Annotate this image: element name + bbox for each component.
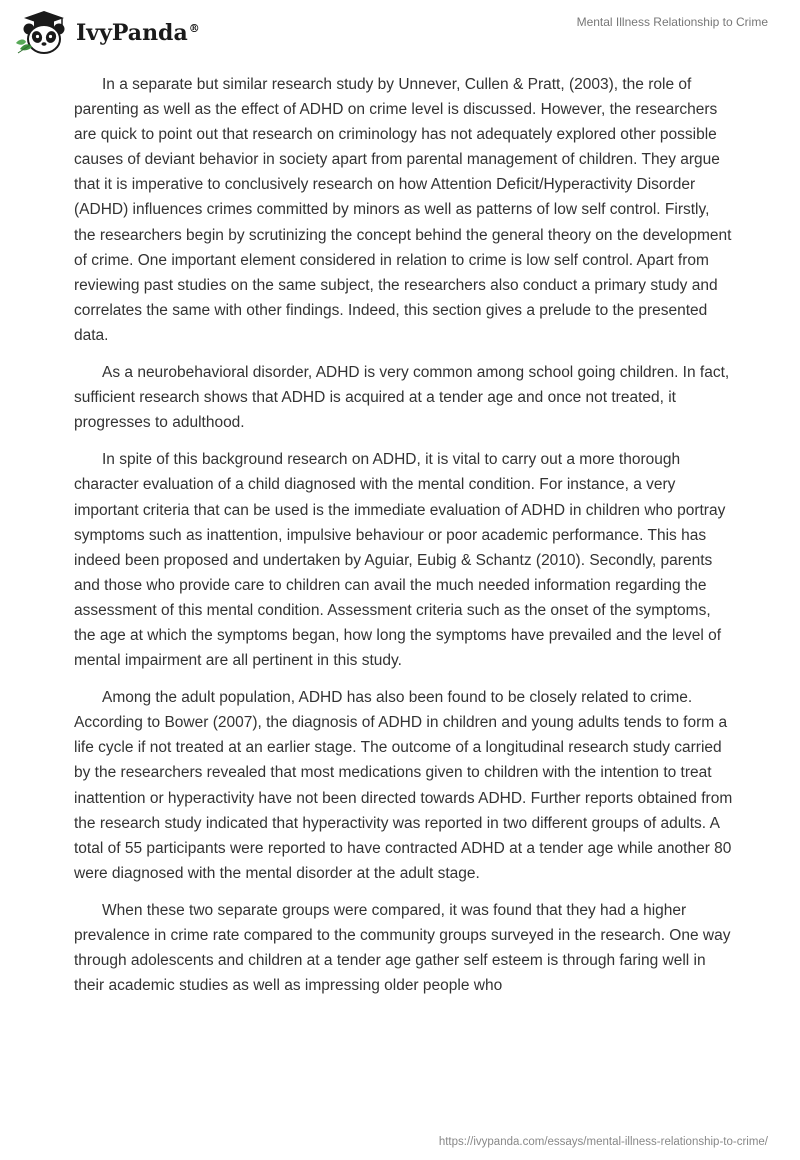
brand-name: IvyPanda®	[76, 20, 200, 46]
paragraph-3: In spite of this background research on ADHD, it is vital to carry out a more thorough character evaluation of a child diagnosed with the mental condition. For instance, a very important criteria that can be used is the immediate evaluation of ADHD in children who portray symptoms such as inattention, impulsive behaviour or poor academic performance. This has indeed been proposed and undertaken by Aguiar, Eubig & Schantz (2010). Secondly, parents and those who provide care to children can avail the much needed information regarding the assessment of this mental condition. Assessment criteria such as the onset of the symptoms, the age at which the symptoms began, how long the symptoms have prevailed and the level of mental impairment are all pertinent in this study.	[74, 451, 726, 670]
running-title: Mental Illness Relationship to Crime	[576, 15, 768, 29]
panda-graduate-icon	[14, 9, 70, 57]
paragraph-2: As a neurobehavioral disorder, ADHD is very common among school going children. In fact, sufficient research shows that ADHD is acquired at a tender age and once not treated, it progresses to adulthood.	[74, 364, 730, 432]
source-url-link[interactable]: https://ivypanda.com/essays/mental-illness-relationship-to-crime/	[438, 1136, 768, 1148]
ivypanda-logo[interactable]	[14, 9, 200, 57]
paragraph-4: Among the adult population, ADHD has also been found to be closely related to crime. According to Bower (2007), the diagnosis of ADHD in children and young adults tends to form a life cycle if not treated at an earlier stage. The outcome of a longitudinal research study carried by the researchers revealed that most medications given to children with the intention to treat inattention or hyperactivity have not been directed towards ADHD. Further reports obtained from the research study indicated that hyperactivity was reported in two different groups of adults. A total of 55 participants were reported to have contracted ADHD at a tender age while another 80 were diagnosed with the mental disorder at the adult stage.	[74, 689, 733, 882]
paragraph-5: When these two separate groups were compared, it was found that they had a higher prevalence in crime rate compared to the community groups surveyed in the research. One way through adolescents and children at a tender age gather self esteem is through faring well in their academic studies as well as impressing older people who	[74, 901, 731, 995]
page-header	[0, 0, 800, 60]
registered-mark: ®	[188, 21, 200, 35]
paragraph-1: In a separate but similar research study by Unnever, Cullen & Pratt, (2003), the role of parenting as well as the effect of ADHD on crime level is discussed. However, the researchers are quick to point out that research on criminology has not adequately explored other possible causes of deviant behavior in society apart from parental management of children. They argue that it is imperative to conclusively research on how Attention Deficit/Hyperactivity Disorder (ADHD) influences crimes committed by minors as well as patterns of low self control. Firstly, the researchers begin by scrutinizing the concept behind the general theory on the development of crime. One important element considered in relation to crime is low self control. Apart from reviewing past studies on the same subject, the researchers also conduct a primary study and correlates the same with other findings. Indeed, this section gives a prelude to the presented data.	[74, 76, 732, 344]
essay-body	[74, 72, 734, 1010]
